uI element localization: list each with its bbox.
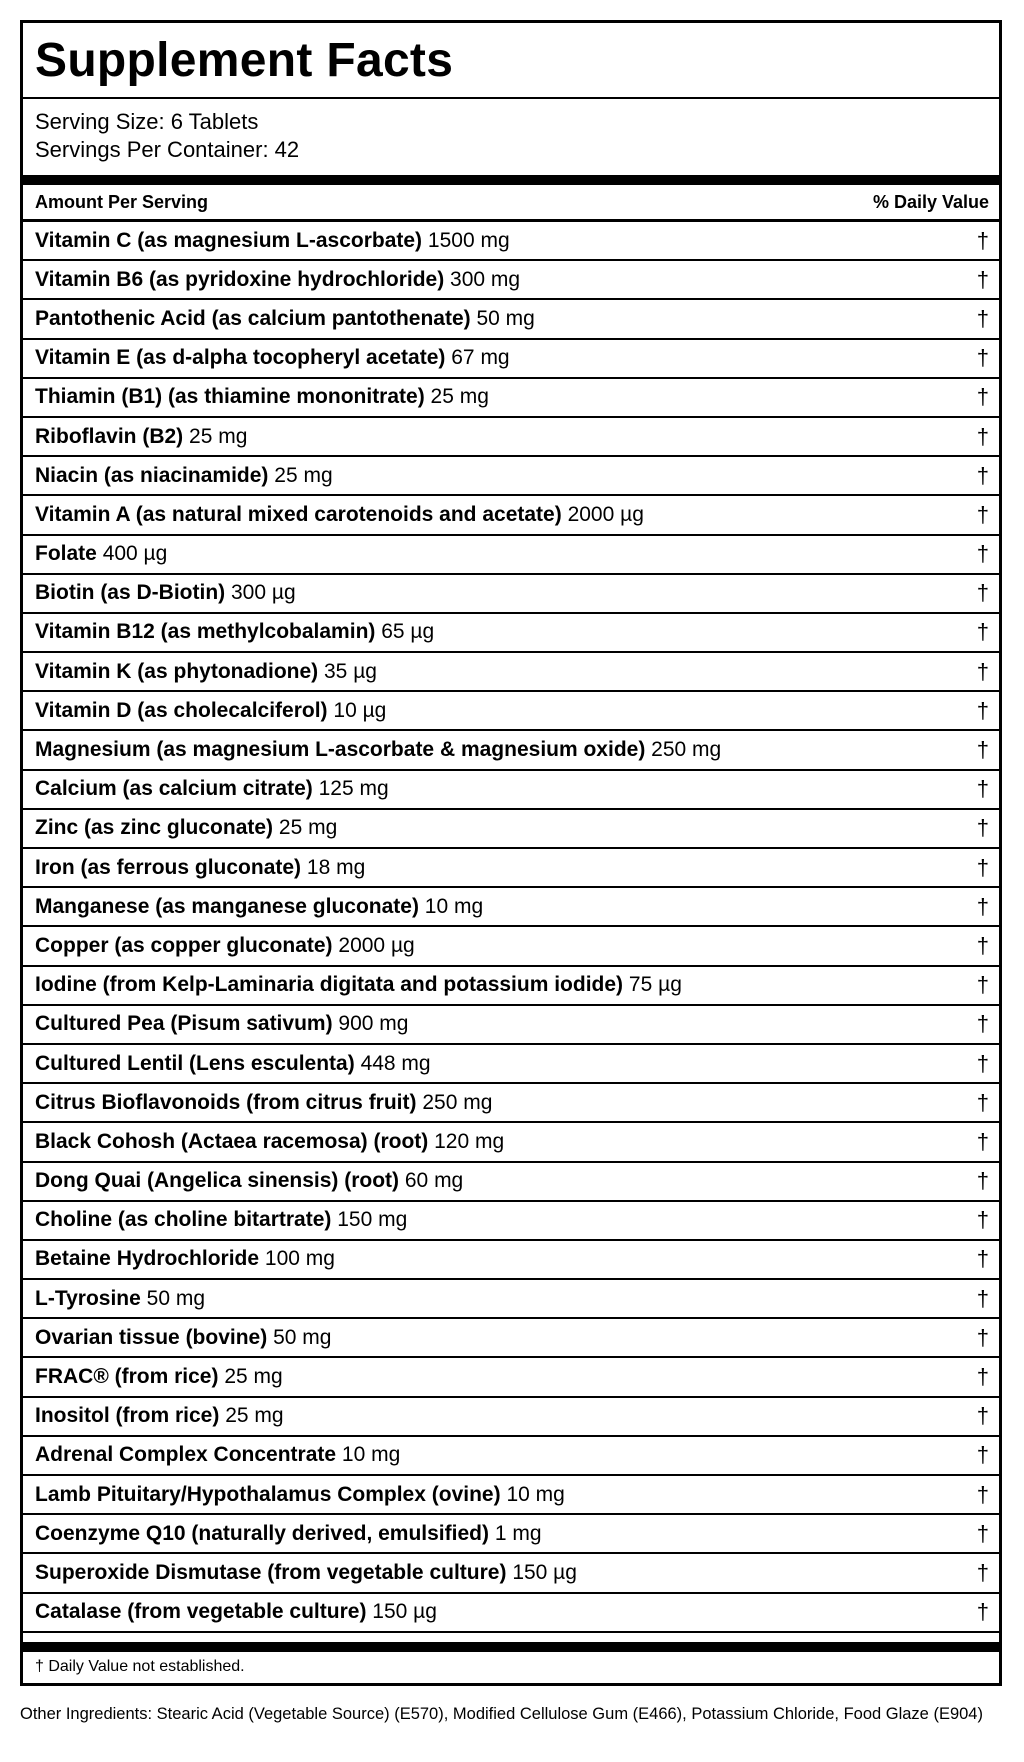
daily-value: †	[976, 1442, 989, 1468]
nutrient-amount: 100 mg	[264, 1247, 335, 1271]
daily-value: †	[976, 266, 989, 292]
daily-value: †	[976, 1285, 989, 1311]
nutrient-entry	[35, 620, 434, 644]
nutrient-amount: 35 µg	[324, 659, 377, 683]
nutrient-row	[23, 614, 999, 653]
other-ingredients: Other Ingredients: Stearic Acid (Vegetable Source) (E570), Modified Cellulose Gum (E466), Potassium Chloride, Food Glaze (E904)	[20, 1705, 983, 1723]
nutrient-row	[23, 457, 999, 496]
nutrient-row	[23, 222, 999, 261]
servings-per-container: Servings Per Container: 42	[35, 137, 300, 162]
nutrient-entry	[35, 268, 520, 292]
daily-value: †	[976, 1168, 989, 1194]
nutrient-name: Choline (as choline bitartrate)	[35, 1208, 332, 1232]
nutrient-name: Copper (as copper gluconate)	[35, 933, 333, 957]
panel-title: Supplement Facts	[23, 23, 999, 99]
nutrient-amount: 250 mg	[651, 738, 722, 762]
daily-value: †	[976, 697, 989, 723]
nutrient-name: Ovarian tissue (bovine)	[35, 1325, 268, 1349]
nutrient-name: Vitamin K (as phytonadione)	[35, 659, 319, 683]
nutrient-entry	[35, 229, 510, 253]
daily-value: †	[976, 345, 989, 371]
nutrient-name: Iodine (from Kelp-Laminaria digitata and potassium iodide)	[35, 973, 624, 997]
nutrient-row	[23, 1554, 999, 1593]
nutrient-row	[23, 1515, 999, 1554]
nutrient-entry	[35, 464, 333, 488]
nutrient-name: Dong Quai (Angelica sinensis) (root)	[35, 1169, 400, 1193]
nutrient-entry	[35, 1522, 542, 1546]
nutrient-amount: 50 mg	[146, 1286, 206, 1310]
daily-value: †	[976, 1050, 989, 1076]
nutrient-row	[23, 1084, 999, 1123]
nutrient-entry	[35, 1600, 437, 1624]
daily-value: †	[976, 1128, 989, 1154]
nutrient-amount: 50 mg	[476, 306, 535, 330]
nutrient-amount: 25 mg	[274, 463, 333, 487]
nutrient-row	[23, 536, 999, 575]
daily-value: †	[976, 1324, 989, 1350]
nutrient-name: Calcium (as calcium citrate)	[35, 777, 313, 801]
daily-value: †	[976, 737, 989, 763]
nutrient-name: Iron (as ferrous gluconate)	[35, 855, 302, 879]
nutrient-name: Thiamin (B1) (as thiamine mononitrate)	[35, 385, 425, 409]
nutrient-name: FRAC® (from rice)	[35, 1365, 219, 1389]
nutrient-entry	[35, 777, 389, 801]
nutrient-row	[23, 418, 999, 457]
nutrient-row	[23, 496, 999, 535]
nutrient-amount: 2000 µg	[567, 502, 644, 526]
nutrient-entry	[35, 856, 365, 880]
daily-value: †	[976, 384, 989, 410]
daily-value: †	[976, 932, 989, 958]
nutrient-amount: 250 mg	[422, 1090, 493, 1114]
nutrient-entry	[35, 1404, 284, 1428]
nutrient-name: Catalase (from vegetable culture)	[35, 1600, 367, 1624]
daily-value: †	[976, 1011, 989, 1037]
daily-value: †	[976, 462, 989, 488]
nutrient-name: Pantothenic Acid (as calcium pantothenate)	[35, 306, 471, 330]
nutrient-amount: 25 mg	[189, 424, 248, 448]
nutrient-name: Vitamin E (as d-alpha tocopheryl acetate)	[35, 346, 446, 370]
daily-value: †	[976, 1559, 989, 1585]
nutrient-amount: 25 mg	[224, 1365, 283, 1389]
daily-value: †	[976, 658, 989, 684]
nutrient-row	[23, 849, 999, 888]
nutrient-amount: 10 mg	[424, 894, 484, 918]
nutrient-amount: 900 mg	[338, 1012, 409, 1036]
nutrient-name: Adrenal Complex Concentrate	[35, 1443, 337, 1467]
nutrient-name: Biotin (as D-Biotin)	[35, 581, 226, 605]
daily-value-header: % Daily Value	[872, 191, 989, 212]
bottom-spacer	[23, 1633, 999, 1642]
serving-size: Serving Size: 6 Tablets	[35, 109, 259, 134]
daily-value: †	[976, 1364, 989, 1390]
nutrient-amount: 67 mg	[451, 346, 510, 370]
nutrient-name: Vitamin D (as cholecalciferol)	[35, 698, 328, 722]
nutrient-entry	[35, 1443, 400, 1467]
nutrient-name: Citrus Bioflavonoids (from citrus fruit)	[35, 1090, 417, 1114]
nutrient-name: Folate	[35, 542, 97, 566]
nutrient-entry	[35, 425, 247, 449]
nutrient-amount: 1 mg	[494, 1521, 542, 1545]
nutrient-row	[23, 340, 999, 379]
daily-value: †	[976, 854, 989, 880]
nutrient-amount: 300 mg	[450, 267, 521, 291]
daily-value: †	[976, 1481, 989, 1507]
nutrient-entry	[35, 346, 510, 370]
nutrient-row	[23, 575, 999, 614]
nutrient-entry	[35, 895, 483, 919]
nutrient-entry	[35, 816, 337, 840]
nutrient-row	[23, 1241, 999, 1280]
nutrient-row	[23, 1006, 999, 1045]
daily-value: †	[976, 501, 989, 527]
nutrient-entry	[35, 1052, 431, 1076]
nutrient-row	[23, 1476, 999, 1515]
nutrient-row	[23, 771, 999, 810]
nutrient-name: Coenzyme Q10 (naturally derived, emulsified)	[35, 1521, 489, 1545]
nutrient-name: Inositol (from rice)	[35, 1404, 220, 1428]
nutrient-name: L-Tyrosine	[35, 1286, 141, 1310]
nutrient-row	[23, 1319, 999, 1358]
daily-value: †	[976, 1403, 989, 1429]
thick-divider-bottom	[23, 1642, 999, 1652]
nutrient-name: Zinc (as zinc gluconate)	[35, 816, 274, 840]
nutrient-list	[23, 222, 999, 1633]
nutrient-row	[23, 810, 999, 849]
daily-value: †	[976, 227, 989, 253]
nutrient-entry	[35, 660, 377, 684]
nutrient-name: Vitamin B6 (as pyridoxine hydrochloride)	[35, 267, 445, 291]
nutrient-entry	[35, 973, 682, 997]
nutrient-entry	[35, 1012, 408, 1036]
nutrient-entry	[35, 934, 415, 958]
nutrient-amount: 10 mg	[506, 1482, 565, 1506]
nutrient-name: Lamb Pituitary/Hypothalamus Complex (ovine)	[35, 1482, 501, 1506]
nutrient-amount: 50 mg	[273, 1325, 332, 1349]
nutrient-amount: 150 µg	[372, 1600, 437, 1624]
nutrient-amount: 150 µg	[512, 1560, 577, 1584]
nutrient-entry	[35, 699, 386, 723]
nutrient-name: Riboflavin (B2)	[35, 424, 184, 448]
amount-per-serving-header: Amount Per Serving	[35, 191, 209, 212]
nutrient-row	[23, 731, 999, 770]
nutrient-row	[23, 1045, 999, 1084]
column-header	[23, 185, 999, 222]
nutrient-amount: 10 mg	[341, 1443, 401, 1467]
nutrient-row	[23, 300, 999, 339]
nutrient-amount: 25 mg	[430, 385, 489, 409]
daily-value: †	[976, 815, 989, 841]
daily-value: †	[976, 541, 989, 567]
nutrient-amount: 25 mg	[278, 816, 338, 840]
nutrient-amount: 60 mg	[404, 1169, 464, 1193]
nutrient-amount: 65 µg	[381, 620, 435, 644]
daily-value: †	[976, 423, 989, 449]
daily-value: †	[976, 1599, 989, 1625]
nutrient-amount: 10 µg	[333, 698, 387, 722]
nutrient-amount: 125 mg	[318, 777, 389, 801]
nutrient-name: Betaine Hydrochloride	[35, 1247, 260, 1271]
nutrient-amount: 448 mg	[360, 1051, 431, 1075]
nutrient-entry	[35, 385, 489, 409]
nutrient-entry	[35, 581, 296, 605]
nutrient-entry	[35, 1483, 565, 1507]
daily-value: †	[976, 619, 989, 645]
nutrient-entry	[35, 1130, 504, 1154]
nutrient-entry	[35, 1287, 205, 1311]
nutrient-row	[23, 653, 999, 692]
nutrient-amount: 1500 mg	[427, 228, 510, 252]
thick-divider	[23, 175, 999, 185]
nutrient-entry	[35, 1169, 463, 1193]
daily-value: †	[976, 580, 989, 606]
nutrient-entry	[35, 1208, 407, 1232]
serving-info	[23, 99, 999, 175]
nutrient-amount: 18 mg	[306, 855, 366, 879]
daily-value: †	[976, 1520, 989, 1546]
daily-value: †	[976, 1246, 989, 1272]
nutrient-name: Cultured Lentil (Lens esculenta)	[35, 1051, 355, 1075]
nutrient-row	[23, 1437, 999, 1476]
nutrient-name: Niacin (as niacinamide)	[35, 463, 269, 487]
nutrient-entry	[35, 307, 535, 331]
nutrient-amount: 400 µg	[102, 542, 168, 566]
nutrient-row	[23, 888, 999, 927]
nutrient-name: Cultured Pea (Pisum sativum)	[35, 1012, 333, 1036]
nutrient-row	[23, 1202, 999, 1241]
daily-value: †	[976, 1207, 989, 1233]
nutrient-row	[23, 692, 999, 731]
nutrient-entry	[35, 1326, 331, 1350]
nutrient-amount: 25 mg	[225, 1404, 284, 1428]
nutrient-entry	[35, 503, 644, 527]
nutrient-amount: 75 µg	[628, 973, 682, 997]
nutrient-name: Vitamin A (as natural mixed carotenoids and acetate)	[35, 502, 562, 526]
nutrient-entry	[35, 1091, 492, 1115]
daily-value: †	[976, 776, 989, 802]
nutrient-row	[23, 1280, 999, 1319]
nutrient-row	[23, 261, 999, 300]
nutrient-row	[23, 1358, 999, 1397]
daily-value: †	[976, 305, 989, 331]
nutrient-entry	[35, 542, 167, 566]
nutrient-name: Manganese (as manganese gluconate)	[35, 894, 419, 918]
nutrient-entry	[35, 1561, 577, 1585]
nutrient-entry	[35, 738, 721, 762]
nutrient-row	[23, 927, 999, 966]
nutrient-amount: 150 mg	[337, 1208, 408, 1232]
nutrient-name: Black Cohosh (Actaea racemosa) (root)	[35, 1129, 429, 1153]
nutrient-name: Vitamin B12 (as methylcobalamin)	[35, 620, 376, 644]
nutrient-amount: 120 mg	[434, 1129, 505, 1153]
nutrient-name: Superoxide Dismutase (from vegetable culture)	[35, 1560, 507, 1584]
daily-value: †	[976, 1089, 989, 1115]
nutrient-row	[23, 967, 999, 1006]
supplement-facts-panel	[20, 20, 1002, 1686]
daily-value: †	[976, 893, 989, 919]
nutrient-row	[23, 1398, 999, 1437]
nutrient-amount: 300 µg	[230, 581, 296, 605]
nutrient-entry	[35, 1365, 283, 1389]
nutrient-row	[23, 1163, 999, 1202]
nutrient-amount: 2000 µg	[338, 933, 415, 957]
nutrient-row	[23, 1123, 999, 1162]
nutrient-name: Magnesium (as magnesium L-ascorbate & magnesium oxide)	[35, 738, 646, 762]
footnote: † Daily Value not established.	[35, 1657, 245, 1675]
nutrient-name: Vitamin C (as magnesium L-ascorbate)	[35, 228, 423, 252]
nutrient-row	[23, 1594, 999, 1633]
nutrient-row	[23, 379, 999, 418]
nutrient-entry	[35, 1247, 335, 1271]
daily-value: †	[976, 972, 989, 998]
